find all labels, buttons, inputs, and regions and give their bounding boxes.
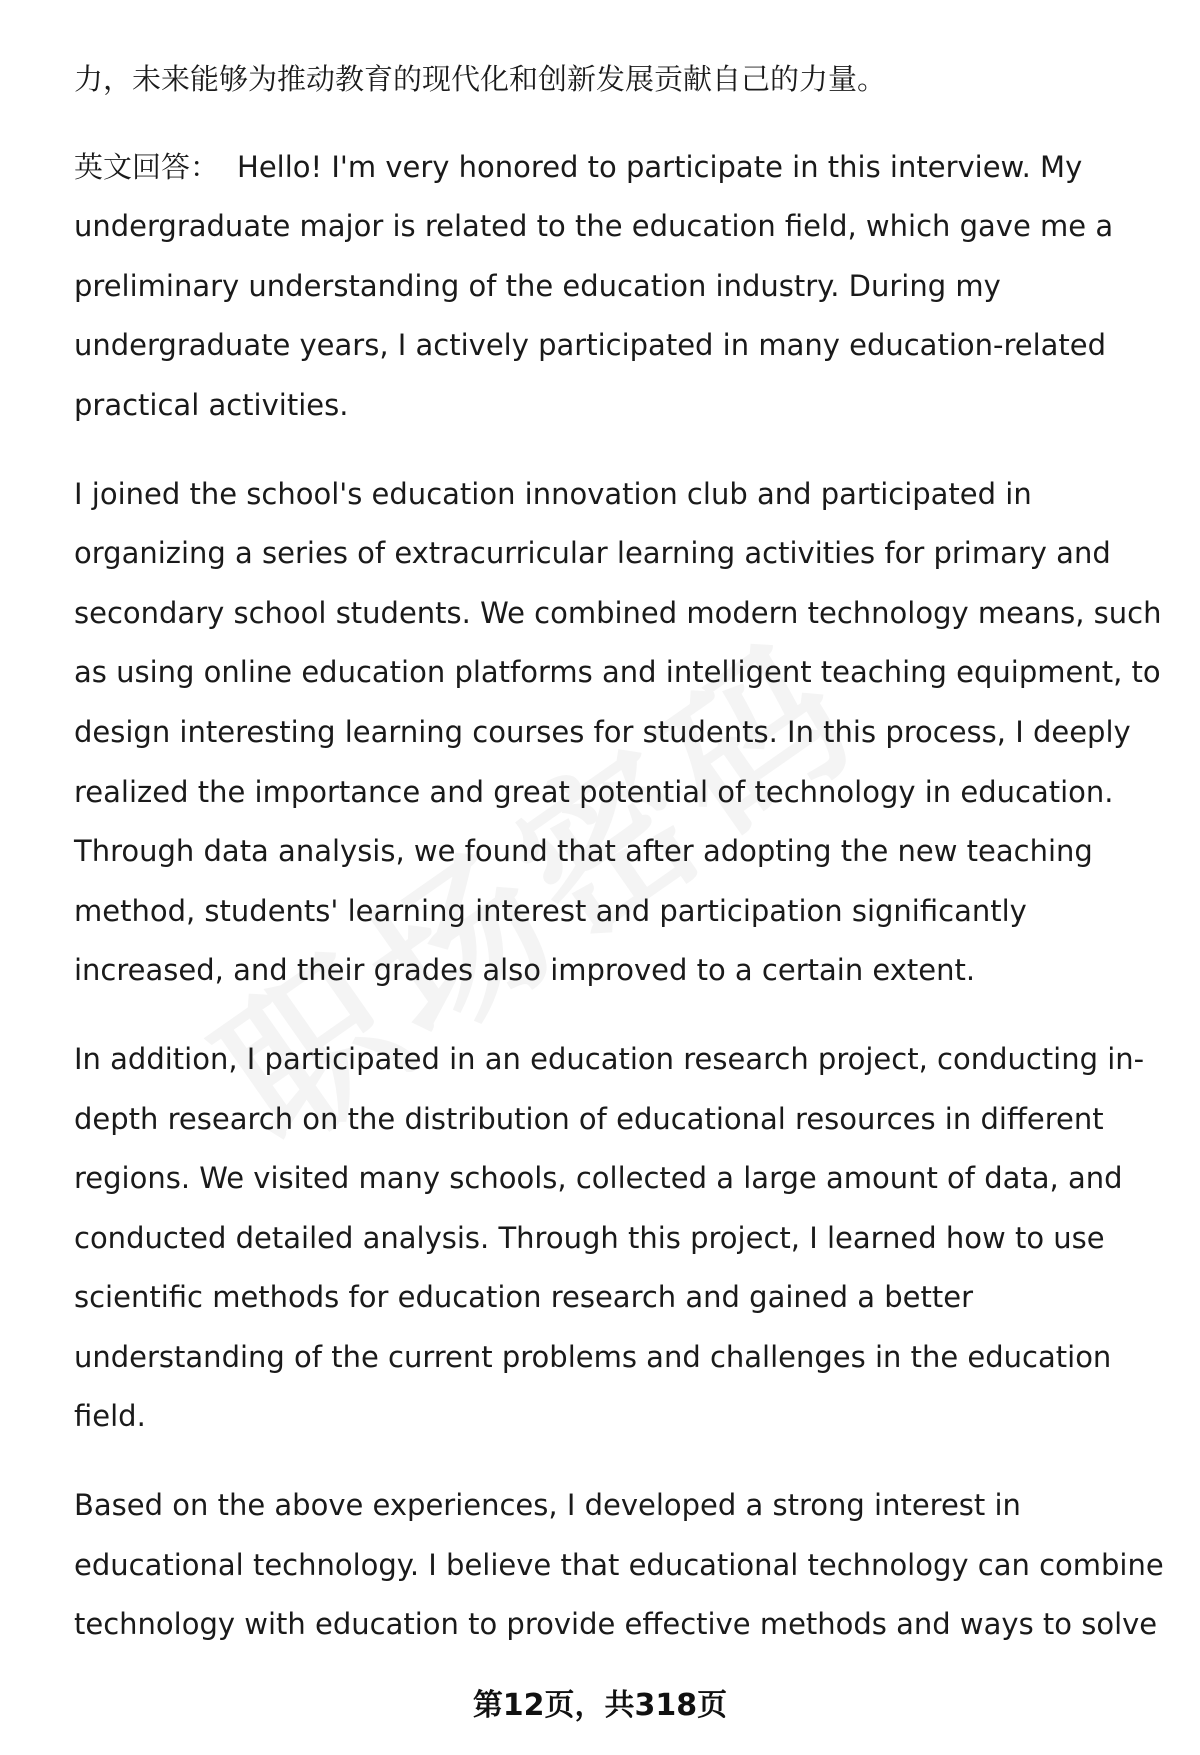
answer-paragraph-4: Based on the above experiences, I developed a strong interest in educational technology. I believe that educational technology can combine technology with education to provide effective methods and ways to solve xyxy=(74,1488,1164,1642)
answer-paragraph-2: I joined the school's education innovation club and participated in organizing a series of extracurricular learning activities for primary and secondary school students. We combined modern technology means, such as using online education platforms and intelligent teaching equipment, to design interesting learning courses for students. In this process, I deeply realized the importance and great potential of technology in education. Through data analysis, we found that after adopting the new teaching method, students' learning interest and participation significantly increased, and their grades also improved to a certain extent. xyxy=(74,476,1162,988)
document-body xyxy=(74,50,1164,1684)
answer-paragraph-1 xyxy=(74,138,1164,436)
page-number: 第12页，共318页 xyxy=(472,1688,728,1723)
answer-label: 英文回答： xyxy=(74,149,220,184)
answer-paragraph-1-text: Hello! I'm very honored to participate in this interview. My undergraduate major is related to the education field, which gave me a preliminary understanding of the education industry. During my undergraduate years, I actively participated in many education-related practical activities. xyxy=(74,149,1114,422)
opening-line: 力，未来能够为推动教育的现代化和创新发展贡献自己的力量。 xyxy=(74,62,887,96)
answer-paragraph-3: In addition, I participated in an education research project, conducting in-depth research on the distribution of educational resources in different regions. We visited many schools, collected a large amount of data, and conducted detailed analysis. Through this project, I learned how to use scientific methods for education research and gained a better understanding of the current problems and challenges in the education field. xyxy=(74,1041,1145,1434)
